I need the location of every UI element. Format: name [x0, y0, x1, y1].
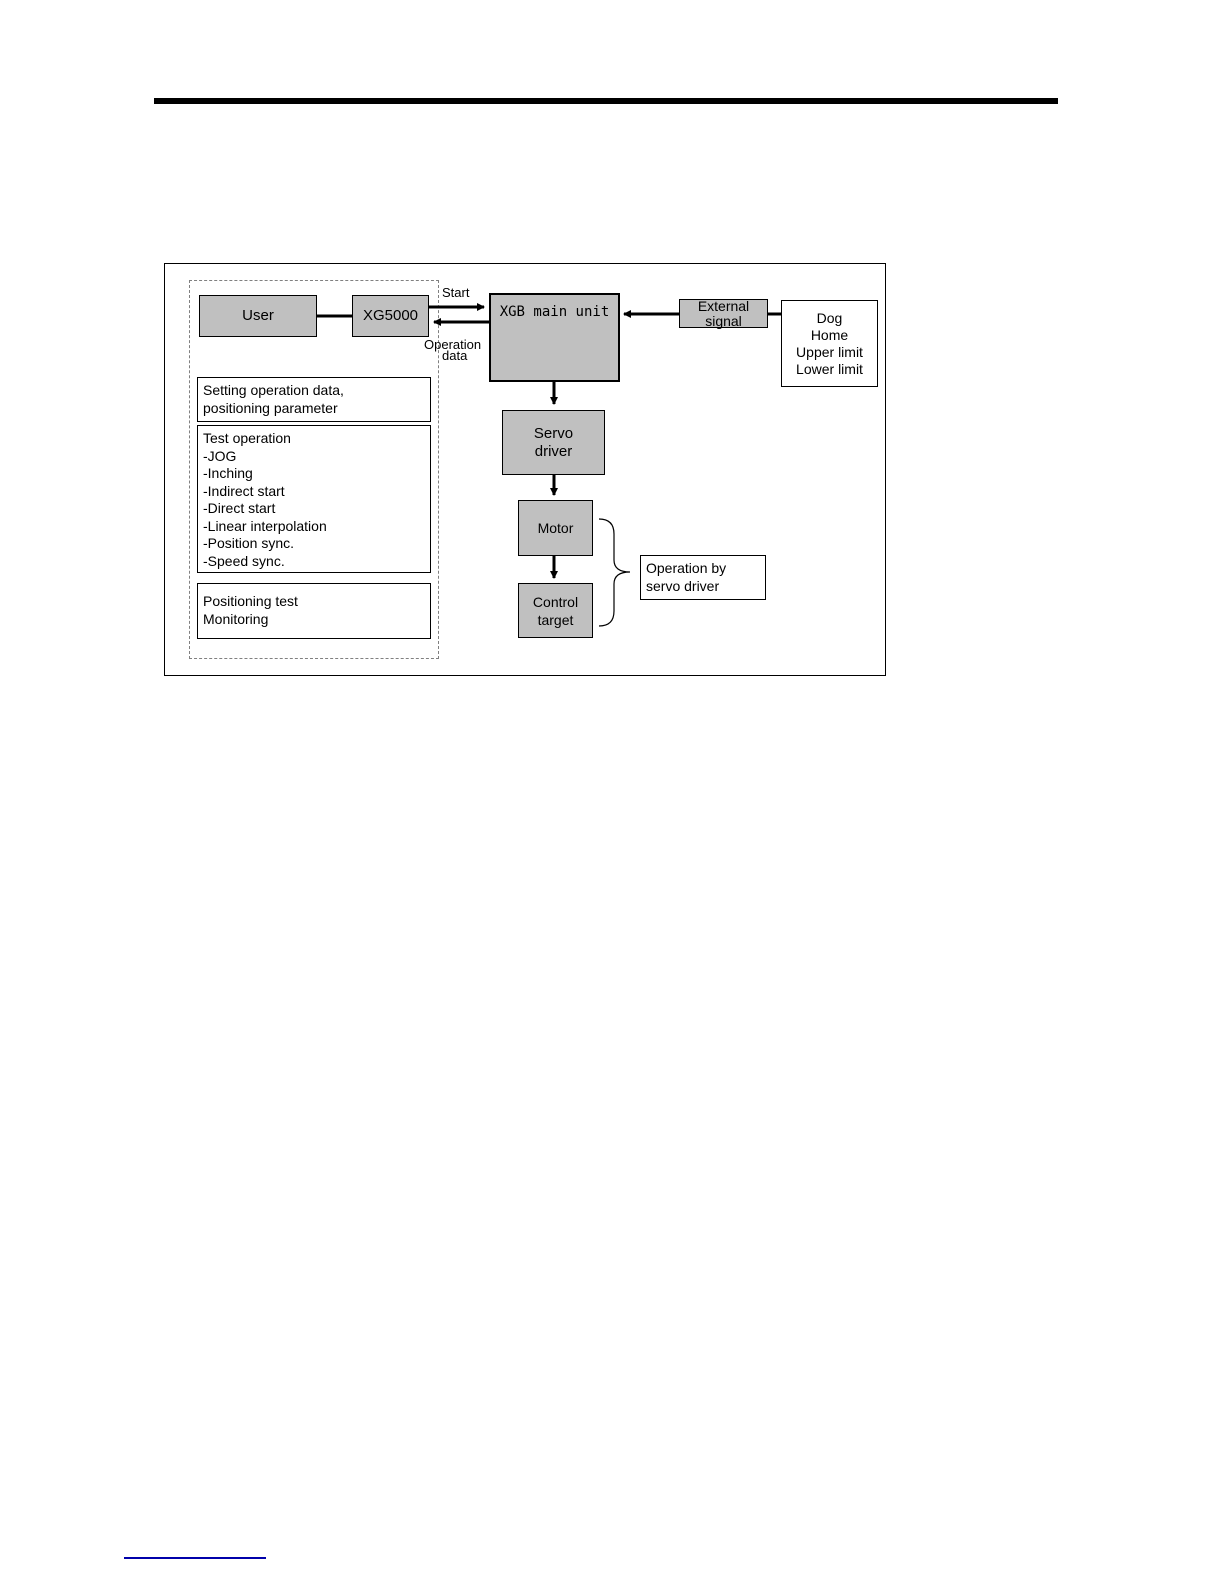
- monitoring-box: [197, 583, 431, 639]
- user-label: User: [242, 307, 274, 324]
- servo-driver-line-1: Servo: [533, 424, 574, 442]
- external-signal-line-2: signal: [705, 312, 742, 329]
- test-line-2: -JOG: [203, 447, 237, 464]
- motor-label: Motor: [537, 520, 574, 536]
- signal-home: Home: [810, 327, 849, 343]
- signals-box: [781, 300, 878, 387]
- control-target-line-1: Control: [532, 593, 579, 610]
- test-line-7: -Position sync.: [203, 535, 295, 551]
- operation-by-servo-box: [640, 555, 766, 600]
- operation-label: Operation: [424, 337, 482, 352]
- test-line-8: -Speed sync.: [203, 552, 285, 569]
- test-line-5: -Direct start: [203, 500, 276, 516]
- setting-line-1: Setting operation data,: [203, 382, 344, 398]
- operation-by-line-1: Operation by: [646, 560, 727, 576]
- operation-by-line-2: servo driver: [646, 577, 720, 594]
- control-target-box: [518, 583, 593, 638]
- external-signal-line-1: External: [697, 297, 750, 314]
- test-line-4: -Indirect start: [203, 482, 285, 499]
- signal-dog: Dog: [816, 310, 843, 326]
- xg5000-label: XG5000: [362, 307, 419, 324]
- servo-driver-box: [502, 410, 605, 475]
- xg5000-box: [352, 295, 429, 337]
- servo-driver-line-2: driver: [534, 442, 573, 460]
- signal-upper-limit: Upper limit: [796, 344, 863, 360]
- signal-lower-limit: Lower limit: [796, 361, 863, 377]
- monitor-line-2: Monitoring: [203, 610, 269, 627]
- setting-box: [197, 377, 431, 422]
- xgb-main-unit-box: [489, 293, 620, 382]
- external-signal-box: [679, 299, 768, 328]
- test-line-6: -Linear interpolation: [203, 517, 327, 534]
- test-line-3: -Inching: [203, 465, 253, 481]
- test-operation-box: [197, 425, 431, 573]
- xgb-main-unit-label: XGB main unit: [499, 304, 610, 320]
- monitor-line-1: Positioning test: [203, 593, 298, 609]
- control-target-line-2: target: [537, 611, 574, 628]
- setting-line-2: positioning parameter: [203, 399, 338, 416]
- test-line-1: Test operation: [203, 430, 291, 446]
- user-box: [199, 295, 317, 337]
- data-label: data: [442, 348, 468, 363]
- brace: [599, 519, 630, 626]
- footnote-rule: [124, 1557, 266, 1559]
- motor-box: [518, 500, 593, 556]
- start-label: Start: [442, 285, 470, 300]
